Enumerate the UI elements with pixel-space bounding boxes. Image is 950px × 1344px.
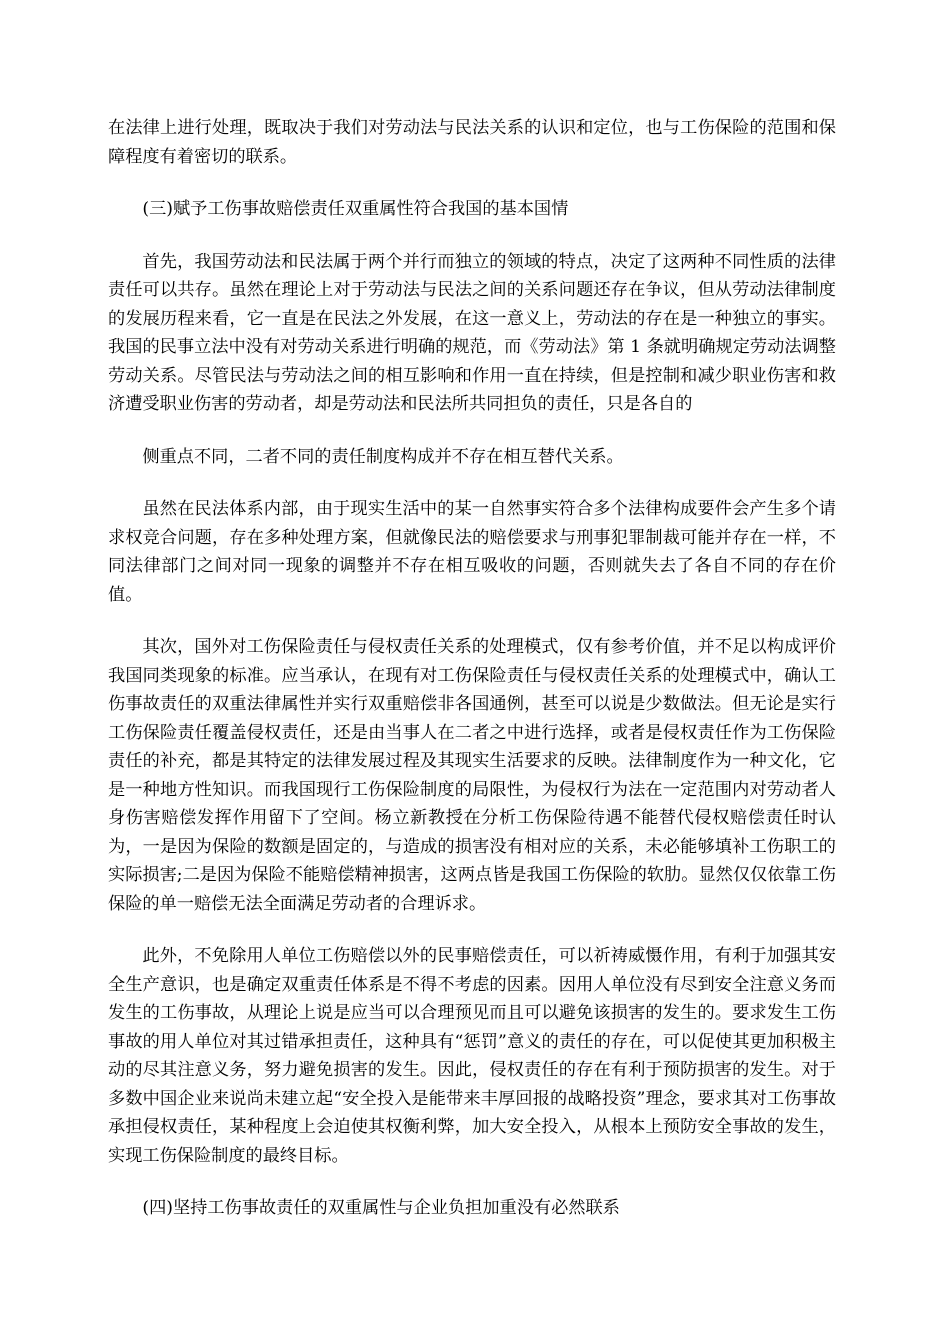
paragraph: 其次，国外对工伤保险责任与侵权责任关系的处理模式，仅有参考价值，并不足以构成评价我国同类现象的标准。应当承认，在现有对工伤保险责任与侵权责任关系的处理模式中，确认工伤事故责任的双重法律属性并实行双重赔偿非各国通例，甚至可以说是少数做法。但无论是实行工伤保险责任覆盖侵权责任，还是由当事人在二者之中进行选择，或者是侵权责任作为工伤保险责任的补充，都是其特定的法律发展过程及其现实生活要求的反映。法律制度作为一种文化，它是一种地方性知识。而我国现行工伤保险制度的局限性，为侵权行为法在一定范围内对劳动者人身伤害赔偿发挥作用留下了空间。杨立新教授在分析工伤保险待遇不能替代侵权赔偿责任时认为，一是因为保险的数额是固定的，与造成的损害没有相对应的关系，未必能够填补工伤职工的实际损害;二是因为保险不能赔偿精神损害，这两点皆是我国工伤保险的软肋。显然仅仅依靠工伤保险的单一赔偿无法全面满足劳动者的合理诉求。	[108, 637, 836, 914]
section-heading-3: (三)赋予工伤事故赔偿责任双重属性符合我国的基本国情	[142, 199, 569, 219]
paragraph: 首先，我国劳动法和民法属于两个并行而独立的领域的特点，决定了这两种不同性质的法律责任可以共存。虽然在理论上对于劳动法与民法之间的关系问题还存在争议，但从劳动法律制度的发展历程来看，它一直是在民法之外发展，在这一意义上，劳动法的存在是一种独立的事实。我国的民事立法中没有对劳动关系进行明确的规范，而《劳动法》第 1 条就明确规定劳动法调整劳动关系。尽管民法与劳动法之间的相互影响和作用一直在持续，但是控制和减少职业伤害和救济遭受职业伤害的劳动者，却是劳动法和民法所共同担负的责任，只是各自的	[108, 251, 836, 414]
paragraph-continuation: 在法律上进行处理，既取决于我们对劳动法与民法关系的认识和定位，也与工伤保险的范围和保障程度有着密切的联系。	[108, 118, 836, 167]
paragraph: 虽然在民法体系内部，由于现实生活中的某一自然事实符合多个法律构成要件会产生多个请求权竞合问题，存在多种处理方案，但就像民法的赔偿要求与刑事犯罪制裁可能并存在一样，不同法律部门之间对同一现象的调整并不存在相互吸收的问题，否则就失去了各自不同的存在价值。	[108, 499, 836, 605]
document-body	[108, 114, 836, 1247]
section-heading-4: (四)坚持工伤事故责任的双重属性与企业负担加重没有必然联系	[142, 1198, 620, 1218]
paragraph: 侧重点不同，二者不同的责任制度构成并不存在相互替代关系。	[142, 446, 624, 467]
paragraph: 此外，不免除用人单位工伤赔偿以外的民事赔偿责任，可以祈祷威慑作用，有利于加强其安全生产意识，也是确定双重责任体系是不得不考虑的因素。因用人单位没有尽到安全注意义务而发生的工伤事故，从理论上说是应当可以合理预见而且可以避免该损害的发生的。要求发生工伤事故的用人单位对其过错承担责任，这种具有“惩罚”意义的责任的存在，可以促使其更加积极主动的尽其注意义务，努力避免损害的发生。因此，侵权责任的存在有利于预防损害的发生。对于多数中国企业来说尚未建立起“安全投入是能带来丰厚回报的战略投资”理念，要求其对工伤事故承担侵权责任，某种程度上会迫使其权衡利弊，加大安全投入，从根本上预防安全事故的发生，实现工伤保险制度的最终目标。	[108, 946, 836, 1166]
